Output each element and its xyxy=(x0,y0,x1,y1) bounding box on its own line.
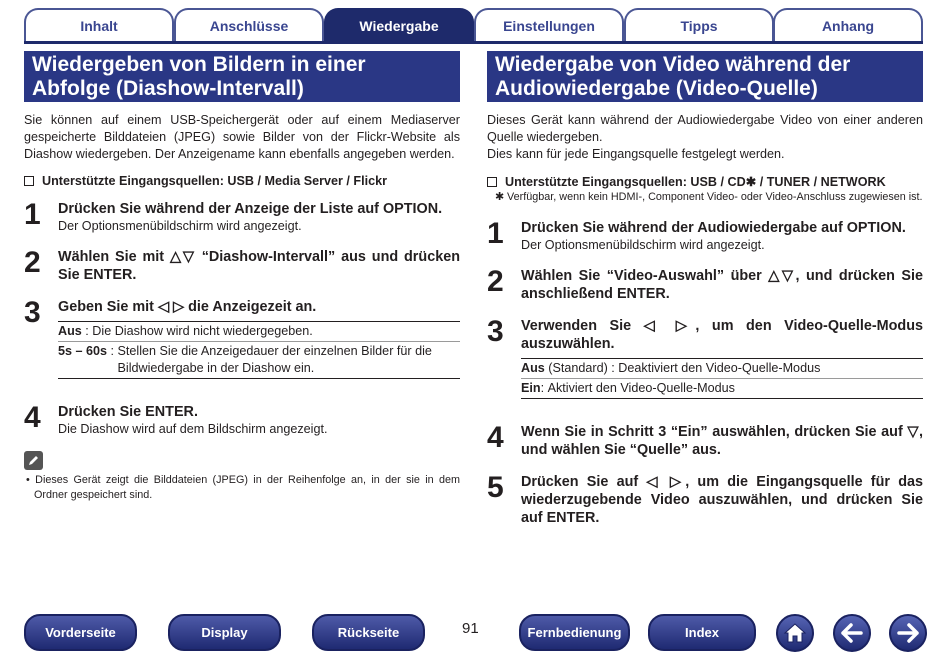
right-sources xyxy=(487,174,923,189)
step-title: Wählen Sie “Video-Auswahl” über △▽, und drücken Sie anschließend ENTER. xyxy=(521,268,923,302)
page-number: 91 xyxy=(462,620,479,637)
left-sources xyxy=(24,174,460,188)
left-title-line-2: Abfolge (Diashow-Intervall) xyxy=(32,77,304,100)
step-number: 4 xyxy=(24,401,41,434)
checkbox-icon xyxy=(24,176,34,186)
step-number: 5 xyxy=(487,471,504,504)
step-title: Geben Sie mit ◁ ▷ die Anzeigezeit an. xyxy=(58,299,317,315)
right-step-3 xyxy=(487,317,923,353)
previous-page-button[interactable] xyxy=(833,614,871,652)
tab-tipps[interactable]: Tipps xyxy=(624,8,774,42)
left-note: • Dieses Gerät zeigt die Bilddateien (JPEG) in der Reihenfolge an, in der sie in dem Ordner gespeichert sind. xyxy=(26,474,460,501)
step-title: Drücken Sie auf ◁ ▷, um die Eingangsquelle für das wiederzugebende Video auszuwählen, und drücken Sie auf ENTER. xyxy=(521,474,923,526)
right-step-4 xyxy=(487,423,923,459)
step-number: 3 xyxy=(24,296,41,329)
option-row xyxy=(521,378,923,398)
option-key: 5s – 60s xyxy=(58,344,108,358)
pencil-icon xyxy=(24,451,43,470)
next-page-button[interactable] xyxy=(889,614,927,652)
right-intro-1: Dieses Gerät kann während der Audiowiedergabe Video von einer anderen Quelle wiedergeben. xyxy=(487,113,923,144)
step-title: Wählen Sie mit △▽ “Diashow-Intervall” aus und drücken Sie ENTER. xyxy=(58,249,460,283)
step-title: Verwenden Sie ◁ ▷, um den Video-Quelle-Modus auszuwählen. xyxy=(521,318,923,352)
step-title: Drücken Sie während der Anzeige der Liste auf OPTION. xyxy=(58,201,443,217)
tab-inhalt[interactable]: Inhalt xyxy=(24,8,174,42)
step-number: 3 xyxy=(487,315,504,348)
step-description: Der Optionsmenübildschirm wird angezeigt. xyxy=(521,238,765,252)
left-options-table xyxy=(58,321,460,379)
right-title-line-1: Wiedergabe von Video während der xyxy=(495,53,851,76)
tab-bar xyxy=(24,8,923,44)
step-number: 2 xyxy=(24,246,41,279)
left-step-4 xyxy=(24,403,460,437)
step-description: Die Diashow wird auf dem Bildschirm angezeigt. xyxy=(58,422,328,436)
tab-wiedergabe[interactable]: Wiedergabe xyxy=(324,8,474,42)
right-section-title xyxy=(487,51,923,102)
option-value: Aktiviert den Video-Quelle-Modus xyxy=(547,381,735,395)
arrow-left-icon xyxy=(840,623,864,643)
tab-anschluesse[interactable]: Anschlüsse xyxy=(174,8,324,42)
step-title: Drücken Sie während der Audiowiedergabe auf OPTION. xyxy=(521,220,906,236)
option-row xyxy=(58,341,460,378)
note-text: Dieses Gerät zeigt die Bilddateien (JPEG) in der Reihenfolge an, in der sie in dem Ordner gespeichert sind. xyxy=(34,474,460,501)
step-title: Wenn Sie in Schritt 3 “Ein” auswählen, drücken Sie auf ▽, und wählen Sie “Quelle” aus. xyxy=(521,424,923,458)
option-separator: : xyxy=(107,344,118,358)
left-step-3 xyxy=(24,296,460,329)
checkbox-icon xyxy=(487,177,497,187)
right-title-line-2: Audiowiedergabe (Video-Quelle) xyxy=(495,77,818,100)
front-panel-button[interactable]: Vorderseite xyxy=(24,614,137,651)
option-key: Aus xyxy=(58,324,82,338)
step-number: 4 xyxy=(487,421,504,454)
left-title-line-1: Wiedergeben von Bildern in einer xyxy=(32,53,366,76)
step-number: 1 xyxy=(487,217,504,250)
home-button[interactable] xyxy=(776,614,814,652)
home-icon xyxy=(783,622,807,644)
left-step-2 xyxy=(24,248,460,284)
display-button[interactable]: Display xyxy=(168,614,281,651)
right-options-table xyxy=(521,358,923,399)
left-sources-text: Unterstützte Eingangsquellen: USB / Media Server / Flickr xyxy=(42,174,388,188)
left-step-1 xyxy=(24,200,460,234)
right-step-1 xyxy=(487,219,923,253)
option-row xyxy=(58,322,460,341)
option-separator: : xyxy=(81,324,93,338)
tab-baseline xyxy=(24,41,923,44)
step-number: 1 xyxy=(24,198,41,231)
option-value: Stellen Sie die Anzeigedauer der einzelnen Bilder für die Bildwiedergabe in der Diashow ein. xyxy=(117,344,432,375)
right-asterisk-note: ✱ Verfügbar, wenn kein HDMI-, Component Video- oder Video-Anschluss zugewiesen ist. xyxy=(495,191,923,203)
option-value: Die Diashow wird nicht wiedergegeben. xyxy=(92,324,313,338)
tab-anhang[interactable]: Anhang xyxy=(773,8,923,42)
right-column xyxy=(487,51,923,527)
arrow-right-icon xyxy=(896,623,920,643)
index-button[interactable]: Index xyxy=(648,614,756,651)
left-column xyxy=(24,51,460,503)
tab-einstellungen[interactable]: Einstellungen xyxy=(474,8,624,42)
option-separator: : xyxy=(540,381,548,395)
rear-panel-button[interactable]: Rückseite xyxy=(312,614,425,651)
option-separator: (Standard) : xyxy=(544,361,619,375)
step-description: Der Optionsmenübildschirm wird angezeigt. xyxy=(58,219,302,233)
right-step-5 xyxy=(487,473,923,527)
option-row xyxy=(521,359,923,378)
option-key: Aus xyxy=(521,361,545,375)
option-key: Ein xyxy=(521,381,541,395)
step-title: Drücken Sie ENTER. xyxy=(58,404,198,420)
step-number: 2 xyxy=(487,265,504,298)
left-intro: Sie können auf einem USB-Speichergerät oder auf einem Mediaserver gespeicherte Bilddateien (JPEG) sowie Bilder von der Flickr-Website als Diashow wiedergeben. Der Anzeigename kann ebenfalls angegeben werden. xyxy=(24,113,460,161)
right-step-2 xyxy=(487,267,923,303)
remote-control-button[interactable]: Fernbedienung xyxy=(519,614,630,651)
right-sources-text: Unterstützte Eingangsquellen: USB / CD✱ / TUNER / NETWORK xyxy=(505,175,886,189)
option-value: Deaktiviert den Video-Quelle-Modus xyxy=(618,361,821,375)
left-section-title xyxy=(24,51,460,102)
right-intro-2: Dies kann für jede Eingangsquelle festgelegt werden. xyxy=(487,147,785,161)
